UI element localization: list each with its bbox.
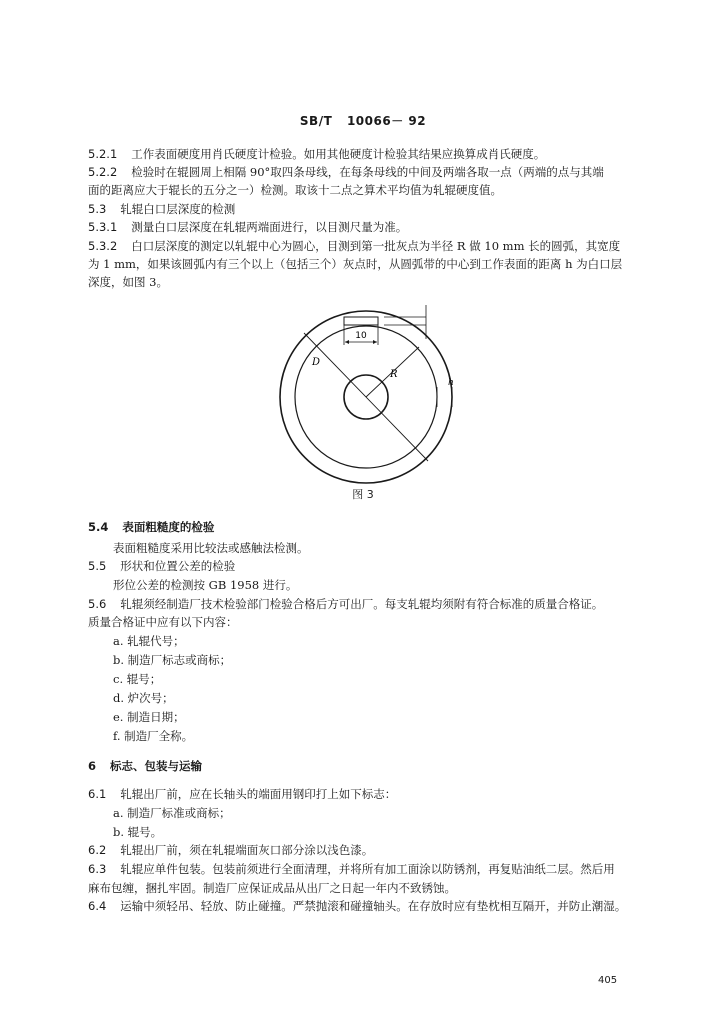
figure-caption: 图 3: [352, 488, 374, 501]
clause-number: 6.2: [88, 843, 107, 857]
clause-number: 5.6: [88, 597, 107, 611]
list-item: a. 轧辊代号；: [113, 634, 185, 648]
clause-number: 5.3.1: [88, 220, 118, 234]
clause-5-3-1: [88, 220, 658, 234]
clause-6-3-cont: 麻布包缠，捆扎牢固。制造厂应保证成品从出厂之日起一年内不致锈蚀。: [88, 881, 456, 895]
list-item: b. 辊号。: [113, 825, 163, 839]
clause-5-2-1: [88, 147, 658, 161]
clause-number: 5.4: [88, 520, 109, 534]
clause-text: 轧辊出厂前，应在长轴头的端面用钢印打上如下标志：: [120, 787, 397, 801]
clause-5-3-2-cont: 为 1 mm，如果该圆弧内有三个以上（包括三个）灰点时，从圆弧带的中心到工作表面的距离 h 为白口层: [88, 257, 623, 271]
clause-6-3: [88, 862, 658, 876]
page-header: [0, 112, 726, 129]
clause-5-4: [88, 520, 658, 534]
figure-3-diagram: [268, 305, 468, 485]
clause-5-5: [88, 559, 658, 573]
clause-number: 6.4: [88, 899, 107, 913]
list-item: b. 制造厂标志或商标；: [113, 653, 232, 667]
clause-text: 轧辊出厂前，须在轧辊端面灰口部分涂以浅色漆。: [120, 843, 374, 857]
clause-6-4: [88, 899, 658, 913]
clause-5-5-text: 形位公差的检测按 GB 1958 进行。: [113, 578, 298, 592]
list-item: f. 制造厂全称。: [113, 729, 194, 743]
list-item: c. 辊号；: [113, 672, 162, 686]
clause-title: 形状和位置公差的检验: [120, 559, 236, 573]
clause-text: 测量白口层深度在轧辊两端面进行，以目测尺量为准。: [131, 220, 408, 234]
clause-5-3: [88, 202, 658, 216]
clause-text: 轧辊须经制造厂技术检验部门检验合格后方可出厂。每支轧辊均须附有符合标准的质量合格证。: [120, 597, 604, 611]
section-title: 标志、包装与运输: [110, 759, 203, 773]
label-D: D: [312, 357, 321, 368]
clause-text: 检验时在辊圆周上相隔 90°取四条母线，在每条母线的中间及两端各取一点（两端的点与其端: [131, 165, 604, 179]
clause-number: 5.5: [88, 559, 107, 573]
clause-6-1: [88, 787, 658, 801]
arc-band: [344, 317, 378, 325]
list-item: a. 制造厂标准或商标；: [113, 806, 231, 820]
section-6-heading: [88, 759, 658, 773]
clause-title: 轧辊白口层深度的检测: [120, 202, 236, 216]
section-number: 6: [88, 759, 97, 773]
label-h: h: [448, 378, 454, 388]
label-R: R: [390, 369, 398, 380]
clause-5-2-2-cont: 面的距离应大于辊长的五分之一）检测。取该十二点之算术平均值为轧辊硬度值。: [88, 183, 502, 197]
label-10: 10: [355, 331, 367, 341]
clause-5-2-2: [88, 165, 658, 179]
standard-code: SB/T: [299, 114, 333, 128]
standard-number: 10066－ 92: [346, 114, 427, 128]
page-number: 405: [598, 975, 618, 986]
clause-text: 运输中须轻吊、轻放、防止碰撞。严禁抛滚和碰撞轴头。在存放时应有垫枕相互隔开，并防止潮湿。: [120, 899, 627, 913]
clause-5-6: [88, 597, 658, 611]
list-item: e. 制造日期；: [113, 710, 185, 724]
clause-number: 5.2.1: [88, 147, 118, 161]
clause-title: 表面粗糙度的检验: [122, 520, 215, 534]
clause-5-3-2: [88, 239, 658, 253]
clause-number: 5.3: [88, 202, 107, 216]
list-item: d. 炉次号；: [113, 691, 174, 705]
clause-number: 5.2.2: [88, 165, 118, 179]
clause-5-6-cont: 质量合格证中应有以下内容：: [88, 615, 238, 629]
clause-text: 工作表面硬度用肖氏硬度计检验。如用其他硬度计检验其结果应换算成肖氏硬度。: [131, 147, 546, 161]
clause-number: 6.3: [88, 862, 107, 876]
clause-5-3-2-cont2: 深度，如图 3。: [88, 275, 168, 289]
clause-5-4-text: 表面粗糙度采用比较法或感触法检测。: [113, 541, 309, 555]
clause-6-2: [88, 843, 658, 857]
clause-text: 轧辊应单件包装。包装前须进行全面清理，并将所有加工面涂以防锈剂，再复贴油纸二层。然后用: [120, 862, 615, 876]
clause-number: 6.1: [88, 787, 107, 801]
clause-text: 白口层深度的测定以轧辊中心为圆心，目测到第一批灰点为半径 R 做 10 mm 长的圆弧，其宽度: [131, 239, 621, 253]
clause-number: 5.3.2: [88, 239, 118, 253]
